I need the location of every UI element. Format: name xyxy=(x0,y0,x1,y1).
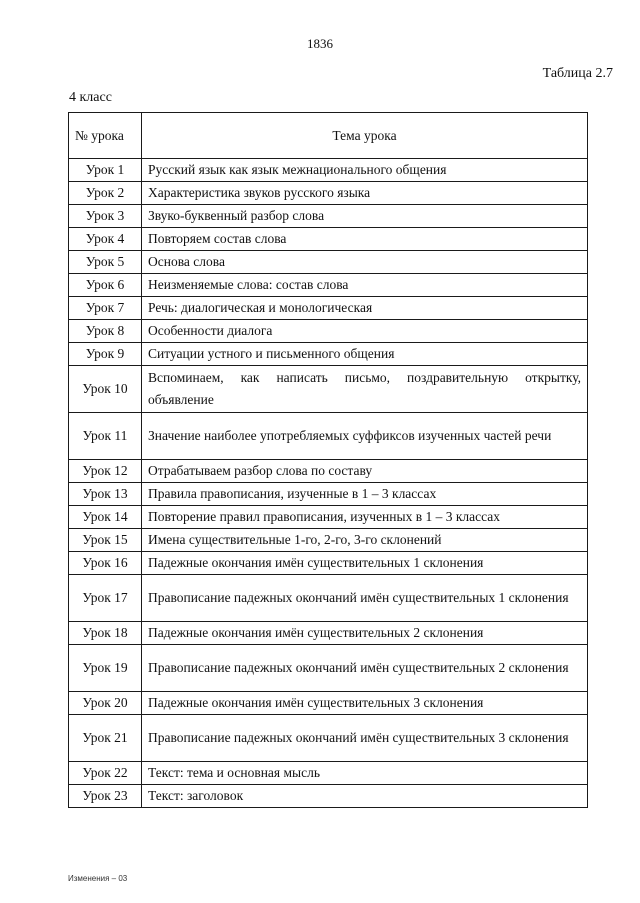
table-row xyxy=(69,645,588,692)
lesson-topic: Падежные окончания имён существительных 3 склонения xyxy=(142,692,588,715)
table-caption: Таблица 2.7 xyxy=(542,66,613,81)
lesson-number: Урок 15 xyxy=(69,529,142,552)
lesson-topic: Имена существительные 1-го, 2-го, 3-го склонений xyxy=(142,529,588,552)
lesson-topic: Ситуации устного и письменного общения xyxy=(142,343,588,366)
table-header-row xyxy=(69,113,588,159)
lessons-table xyxy=(68,112,588,808)
lesson-topic: Падежные окончания имён существительных 2 склонения xyxy=(142,622,588,645)
lesson-topic: Падежные окончания имён существительных 1 склонения xyxy=(142,552,588,575)
table-row xyxy=(69,785,588,808)
lesson-topic: Основа слова xyxy=(142,251,588,274)
lesson-number: Урок 9 xyxy=(69,343,142,366)
lesson-topic: Повторяем состав слова xyxy=(142,228,588,251)
lesson-number: Урок 22 xyxy=(69,762,142,785)
lesson-topic: Повторение правил правописания, изученных в 1 – 3 классах xyxy=(142,506,588,529)
lesson-number: Урок 5 xyxy=(69,251,142,274)
table-row xyxy=(69,182,588,205)
lesson-topic: Правописание падежных окончаний имён существительных 3 склонения xyxy=(142,715,588,762)
table-row xyxy=(69,297,588,320)
header-lesson-topic: Тема урока xyxy=(142,113,588,159)
table-row xyxy=(69,159,588,182)
table-row xyxy=(69,343,588,366)
grade-label: 4 класс xyxy=(69,90,112,105)
table-row xyxy=(69,506,588,529)
lesson-topic: Речь: диалогическая и монологическая xyxy=(142,297,588,320)
lesson-number: Урок 20 xyxy=(69,692,142,715)
lesson-number: Урок 7 xyxy=(69,297,142,320)
table-row xyxy=(69,251,588,274)
table-body xyxy=(69,159,588,808)
lesson-topic: Звуко-буквенный разбор слова xyxy=(142,205,588,228)
lesson-topic: Правила правописания, изученные в 1 – 3 классах xyxy=(142,483,588,506)
table-row xyxy=(69,552,588,575)
lesson-number: Урок 18 xyxy=(69,622,142,645)
table-row xyxy=(69,320,588,343)
lesson-topic: Особенности диалога xyxy=(142,320,588,343)
lesson-number: Урок 8 xyxy=(69,320,142,343)
lesson-number: Урок 1 xyxy=(69,159,142,182)
table-row xyxy=(69,228,588,251)
lesson-number: Урок 3 xyxy=(69,205,142,228)
table-row xyxy=(69,413,588,460)
lesson-topic: Отрабатываем разбор слова по составу xyxy=(142,460,588,483)
table-row xyxy=(69,366,588,413)
table-row xyxy=(69,205,588,228)
table-row xyxy=(69,762,588,785)
table-row xyxy=(69,692,588,715)
lesson-number: Урок 2 xyxy=(69,182,142,205)
lesson-topic: Правописание падежных окончаний имён существительных 2 склонения xyxy=(142,645,588,692)
lesson-number: Урок 10 xyxy=(69,366,142,413)
lesson-topic: Характеристика звуков русского языка xyxy=(142,182,588,205)
lesson-topic: Правописание падежных окончаний имён существительных 1 склонения xyxy=(142,575,588,622)
lesson-number: Урок 19 xyxy=(69,645,142,692)
lesson-topic: Русский язык как язык межнационального общения xyxy=(142,159,588,182)
lesson-topic: Неизменяемые слова: состав слова xyxy=(142,274,588,297)
lesson-number: Урок 4 xyxy=(69,228,142,251)
table-row xyxy=(69,483,588,506)
lesson-topic: Вспоминаем, как написать письмо, поздравительную открытку, объявление xyxy=(142,366,588,413)
lesson-topic: Текст: заголовок xyxy=(142,785,588,808)
table-row xyxy=(69,575,588,622)
lesson-number: Урок 13 xyxy=(69,483,142,506)
lesson-number: Урок 14 xyxy=(69,506,142,529)
lesson-number: Урок 17 xyxy=(69,575,142,622)
lesson-number: Урок 21 xyxy=(69,715,142,762)
table-row xyxy=(69,622,588,645)
table-row xyxy=(69,274,588,297)
lesson-number: Урок 23 xyxy=(69,785,142,808)
page-number: 1836 xyxy=(307,36,333,51)
footer-revision: Изменения – 03 xyxy=(68,874,128,883)
lesson-number: Урок 11 xyxy=(69,413,142,460)
lesson-number: Урок 6 xyxy=(69,274,142,297)
table-row xyxy=(69,460,588,483)
lesson-topic: Значение наиболее употребляемых суффиксов изученных частей речи xyxy=(142,413,588,460)
table-row xyxy=(69,715,588,762)
lesson-topic: Текст: тема и основная мысль xyxy=(142,762,588,785)
header-lesson-number: № урока xyxy=(69,113,142,159)
lesson-number: Урок 16 xyxy=(69,552,142,575)
table-row xyxy=(69,529,588,552)
lesson-number: Урок 12 xyxy=(69,460,142,483)
